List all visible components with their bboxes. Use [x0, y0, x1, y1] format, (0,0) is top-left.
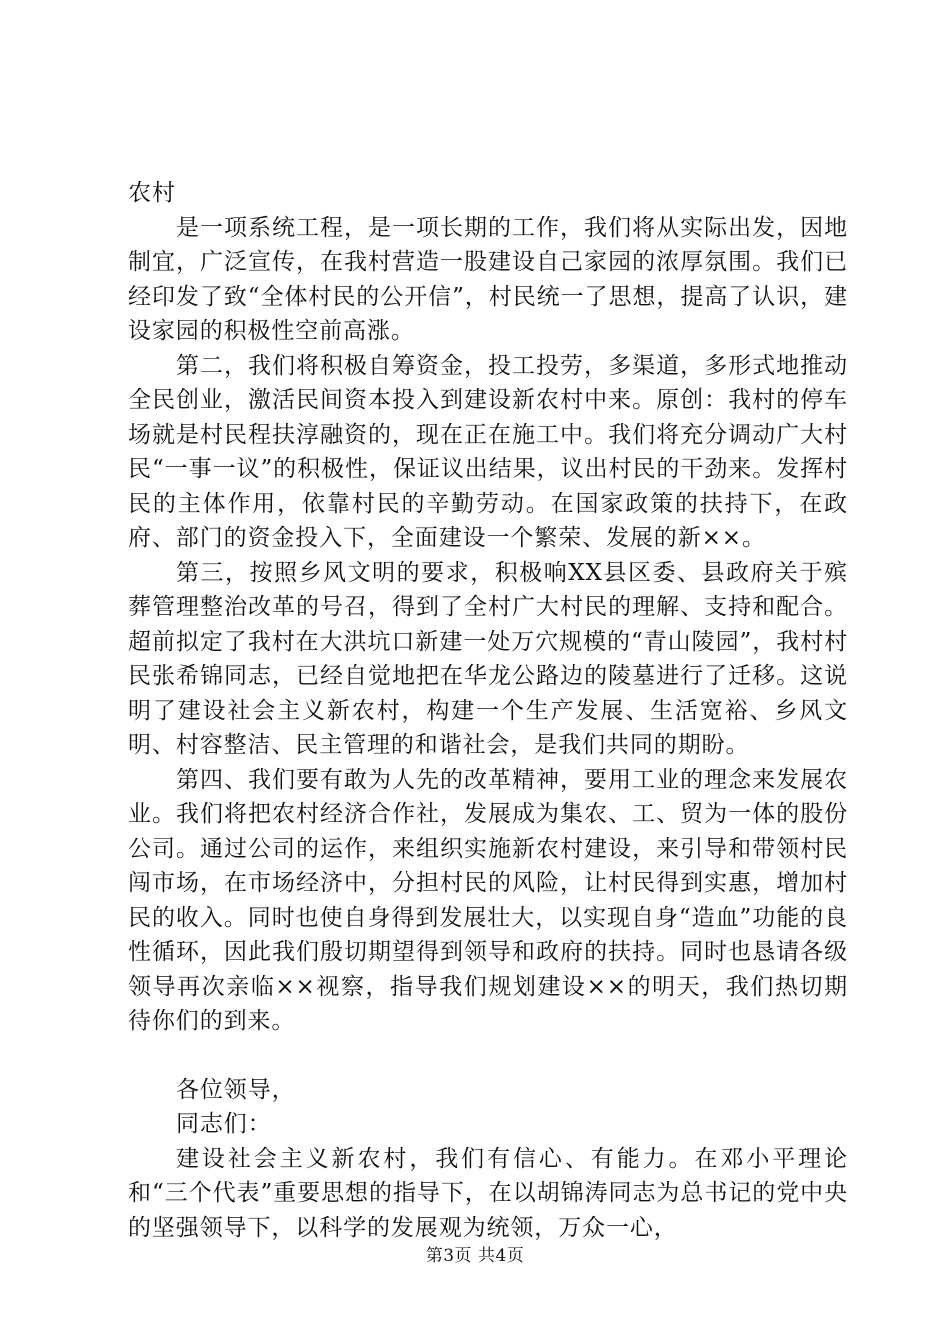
heading-line: 农村 [128, 180, 176, 206]
salutation-comrades: 同志们： [176, 1111, 272, 1137]
salutation-leaders: 各位领导， [176, 1076, 296, 1103]
closing-paragraph: 建设社会主义新农村，我们有信心、有能力。在邓小平理论和“三个代表”重要思想的指导下，在以胡锦涛同志为总书记的党中央的坚强领导下，以科学的发展观为统领，万众一心， [128, 1145, 848, 1241]
paragraph-4: 第四、我们要有敢为人先的改革精神，要用工业的理念来发展农业。我们将把农村经济合作社，发展成为集农、工、贸为一体的股份公司。通过公司的运作，来组织实施新农村建设，来引导和带领村民闯市场，在市场经济中，分担村民的风险，让村民得到实惠，增加村民的收入。同时也使自身得到发展壮大，以实现自身“造血”功能的良性循环，因此我们殷切期望得到领导和政府的扶持。同时也恳请各级领导再次亲临××视察，指导我们规划建设××的明天，我们热切期待你们的到来。 [128, 766, 848, 1034]
page-footer: 第3页 共4页 [425, 1246, 525, 1266]
paragraph-3: 第三，按照乡风文明的要求，积极响XX县区委、县政府关于殡葬管理整治改革的号召，得到了全村广大村民的理解、支持和配合。超前拟定了我村在大洪坑口新建一处万穴规模的“青山陵园”，我村村民张希锦同志，已经自觉地把在华龙公路边的陵墓进行了迁移。这说明了建设社会主义新农村，构建一个生产发展、生活宽裕、乡风文明、村容整洁、民主管理的和谐社会，是我们共同的期盼。 [128, 559, 848, 758]
paragraph-2: 第二，我们将积极自筹资金，投工投劳，多渠道，多形式地推动全民创业，激活民间资本投入到建设新农村中来。原创：我村的停车场就是村民程扶淳融资的，现在正在施工中。我们将充分调动广大村民“一事一议”的积极性，保证议出结果，议出村民的干劲来。发挥村民的主体作用，依靠村民的辛勤劳动。在国家政策的扶持下，在政府、部门的资金投入下，全面建设一个繁荣、发展的新××。 [128, 352, 848, 551]
document-body [128, 176, 848, 1245]
paragraph-1: 是一项系统工程，是一项长期的工作，我们将从实际出发，因地制宜，广泛宣传，在我村营造一股建设自己家园的浓厚氛围。我们已经印发了致“全体村民的公开信”，村民统一了思想，提高了认识，建设家园的积极性空前高涨。 [128, 214, 848, 344]
paragraph-spacer [128, 1039, 848, 1073]
